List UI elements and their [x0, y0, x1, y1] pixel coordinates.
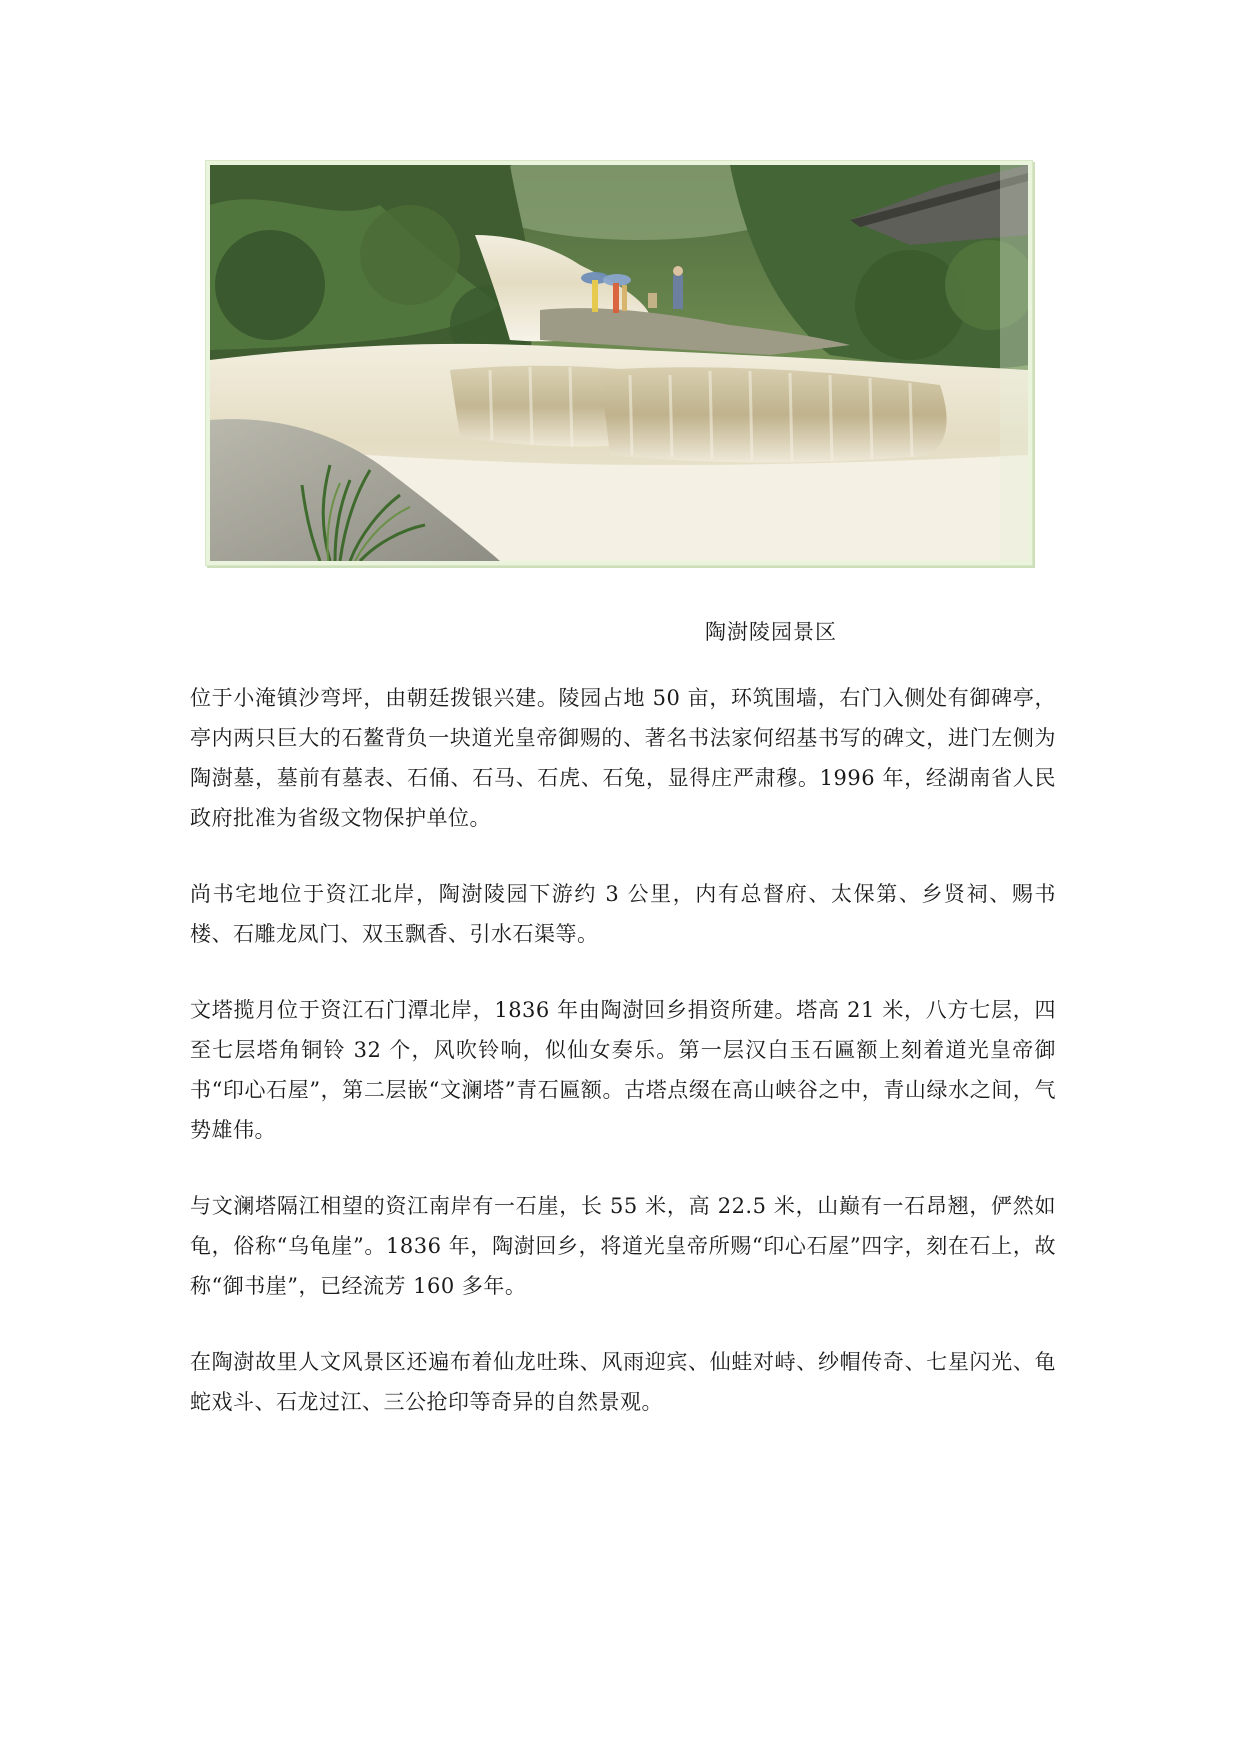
article-body: [190, 678, 1056, 1458]
paragraph-mausoleum: 位于小淹镇沙弯坪，由朝廷拨银兴建。陵园占地 50 亩，环筑围墙，右门入侧处有御碑亭，亭内两只巨大的石鳌背负一块道光皇帝御赐的、著名书法家何绍基书写的碑文，进门左侧为陶澍墓，墓前有墓表、石俑、石马、石虎、石兔，显得庄严肃穆。1996 年，经湖南省人民政府批准为省级文物保护单位。: [190, 686, 1056, 830]
paragraph-residence: 尚书宅地位于资江北岸，陶澍陵园下游约 3 公里，内有总督府、太保第、乡贤祠、赐书楼、石雕龙凤门、双玉飘香、引水石渠等。: [190, 882, 1056, 946]
photo-caption: 陶澍陵园景区: [705, 620, 837, 644]
paragraph-pagoda: 文塔揽月位于资江石门潭北岸，1836 年由陶澍回乡捐资所建。塔高 21 米，八方七层，四至七层塔角铜铃 32 个，风吹铃响，似仙女奏乐。第一层汉白玉石匾额上刻着道光皇帝御书“印心石屋”，第二层嵌“文澜塔”青石匾额。古塔点缀在高山峡谷之中，青山绿水之间，气势雄伟。: [190, 998, 1056, 1142]
paragraph-cliff: 与文澜塔隔江相望的资江南岸有一石崖，长 55 米，高 22.5 米，山巅有一石昂翘，俨然如龟，俗称“乌龟崖”。1836 年，陶澍回乡，将道光皇帝所赐“印心石屋”四字，刻在石上，故称“御书崖”，已经流芳 160 多年。: [190, 1194, 1056, 1298]
waterfall-photo: [210, 165, 1028, 561]
paragraph-scenery: 在陶澍故里人文风景区还遍布着仙龙吐珠、风雨迎宾、仙蛙对峙、纱帽传奇、七星闪光、龟蛇戏斗、石龙过江、三公抢印等奇异的自然景观。: [190, 1350, 1056, 1414]
waterfall-photo-frame: [205, 160, 1033, 566]
